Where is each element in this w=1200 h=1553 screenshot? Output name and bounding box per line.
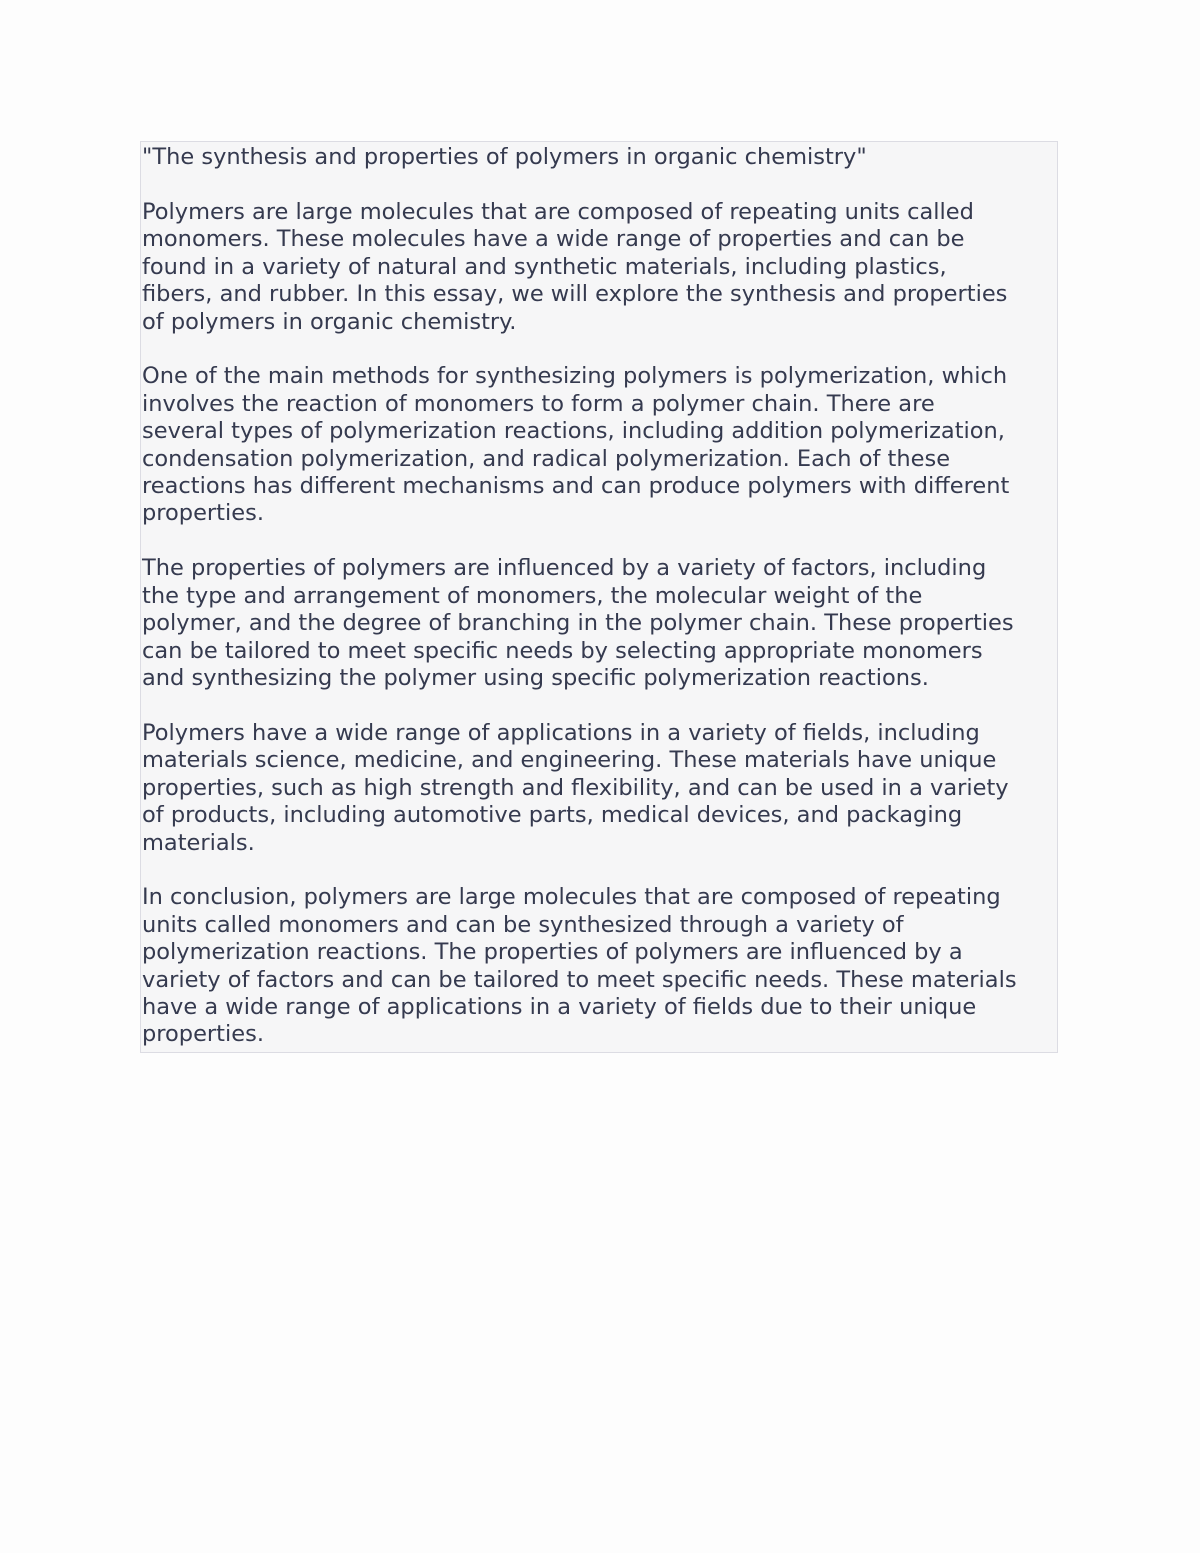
essay-title	[142, 144, 1017, 171]
title-line: "The synthesis and properties of polymers in organic chemistry"	[142, 144, 867, 170]
paragraph-line: properties, such as high strength and flexibility, and can be used in a variety	[142, 774, 1009, 801]
paragraph-line: Polymers have a wide range of applications in a variety of fields, including	[142, 719, 980, 746]
paragraph-line: polymer, and the degree of branching in the polymer chain. These properties	[142, 610, 1014, 637]
paragraph-line: reactions has different mechanisms and can produce polymers with different	[142, 473, 1010, 500]
paragraph-3	[142, 555, 1017, 692]
paragraph-line: of polymers in organic chemistry.	[142, 308, 517, 335]
paragraph-line: the type and arrangement of monomers, the molecular weight of the	[142, 582, 923, 609]
paragraph-line: The properties of polymers are influenced by a variety of factors, including	[142, 555, 987, 582]
paragraph-line: units called monomers and can be synthesized through a variety of	[142, 911, 904, 938]
paragraph-line: properties.	[142, 500, 264, 527]
paragraph-line: In conclusion, polymers are large molecules that are composed of repeating	[142, 884, 1001, 911]
paragraph-line: materials.	[142, 829, 255, 856]
paragraph-line: have a wide range of applications in a variety of fields due to their unique	[142, 994, 977, 1021]
paragraph-line: several types of polymerization reactions, including addition polymerization,	[142, 418, 1005, 445]
paragraph-line: materials science, medicine, and engineering. These materials have unique	[142, 747, 997, 774]
paragraph-line: variety of factors and can be tailored to meet specific needs. These materials	[142, 966, 1017, 993]
paragraph-2	[142, 363, 1017, 527]
paragraph-line: and synthesizing the polymer using specific polymerization reactions.	[142, 665, 929, 691]
paragraph-5	[142, 884, 1017, 1048]
paragraph-line: can be tailored to meet specific needs by selecting appropriate monomers	[142, 637, 983, 664]
paragraph-line: involves the reaction of monomers to form a polymer chain. There are	[142, 390, 935, 417]
paragraph-line: polymerization reactions. The properties of polymers are influenced by a	[142, 939, 963, 966]
paragraph-line: found in a variety of natural and synthetic materials, including plastics,	[142, 253, 947, 280]
paragraph-line: One of the main methods for synthesizing polymers is polymerization, which	[142, 363, 1008, 390]
paragraph-4	[142, 720, 1017, 857]
paragraph-line: of products, including automotive parts, medical devices, and packaging	[142, 802, 963, 829]
paragraph-line: fibers, and rubber. In this essay, we will explore the synthesis and properties	[142, 281, 1008, 308]
paragraph-line: Polymers are large molecules that are composed of repeating units called	[142, 198, 974, 225]
essay-content	[142, 144, 1017, 1049]
paragraph-line: properties.	[142, 1021, 264, 1048]
paragraph-line: condensation polymerization, and radical polymerization. Each of these	[142, 445, 951, 472]
paragraph-line: monomers. These molecules have a wide range of properties and can be	[142, 226, 965, 253]
essay-text-box[interactable]	[140, 141, 1058, 1053]
paragraph-1	[142, 199, 1017, 336]
